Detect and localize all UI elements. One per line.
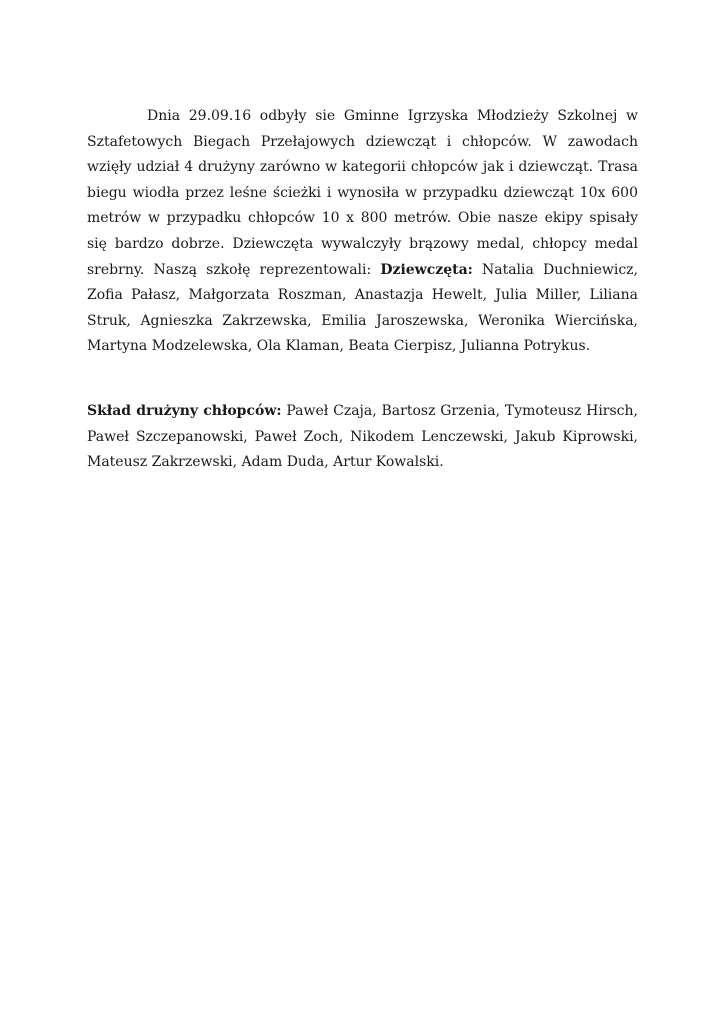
boys-team-label: Skład drużyny chłopców: [87,402,282,419]
girls-team-names: Natalia Duchniewicz, Zofia Pałasz, Małgorzata Roszman, Anastazja Hewelt, Julia Miller, Liliana Struk, Agnieszka Zakrzewska, Emilia Jaroszewska, Weronika Wiercińska, Martyna Modzelewska, Ola Klaman, Beata Cierpisz, Julianna Potrykus. [87,261,638,355]
report-text: Dnia 29.09.16 odbyły sie Gminne Igrzyska Młodzieży Szkolnej w Sztafetowych Biegach Przełajowych dziewcząt i chłopców. W zawodach wzięły udział 4 drużyny zarówno w kategorii chłopców jak i dziewcząt. Trasa biegu wiodła przez leśne ścieżki i wynosiła w przypadku dziewcząt 10x 600 metrów w przypadku chłopców 10 x 800 metrów. Obie nasze ekipy spisały się bardzo dobrze. Dziewczęta wywalczyły brązowy medal, chłopcy medal srebrny. Naszą szkołę reprezentowali: [87,108,638,278]
paragraph-boys-team [87,399,638,476]
paragraph-competition-report [87,104,638,360]
boys-team-names: Paweł Czaja, Bartosz Grzenia, Tymoteusz Hirsch, Paweł Szczepanowski, Paweł Zoch, Nikodem Lenczewski, Jakub Kiprowski, Mateusz Zakrzewski, Adam Duda, Artur Kowalski. [87,402,638,471]
girls-team-label: Dziewczęta: [380,261,473,278]
document-body [87,104,638,476]
